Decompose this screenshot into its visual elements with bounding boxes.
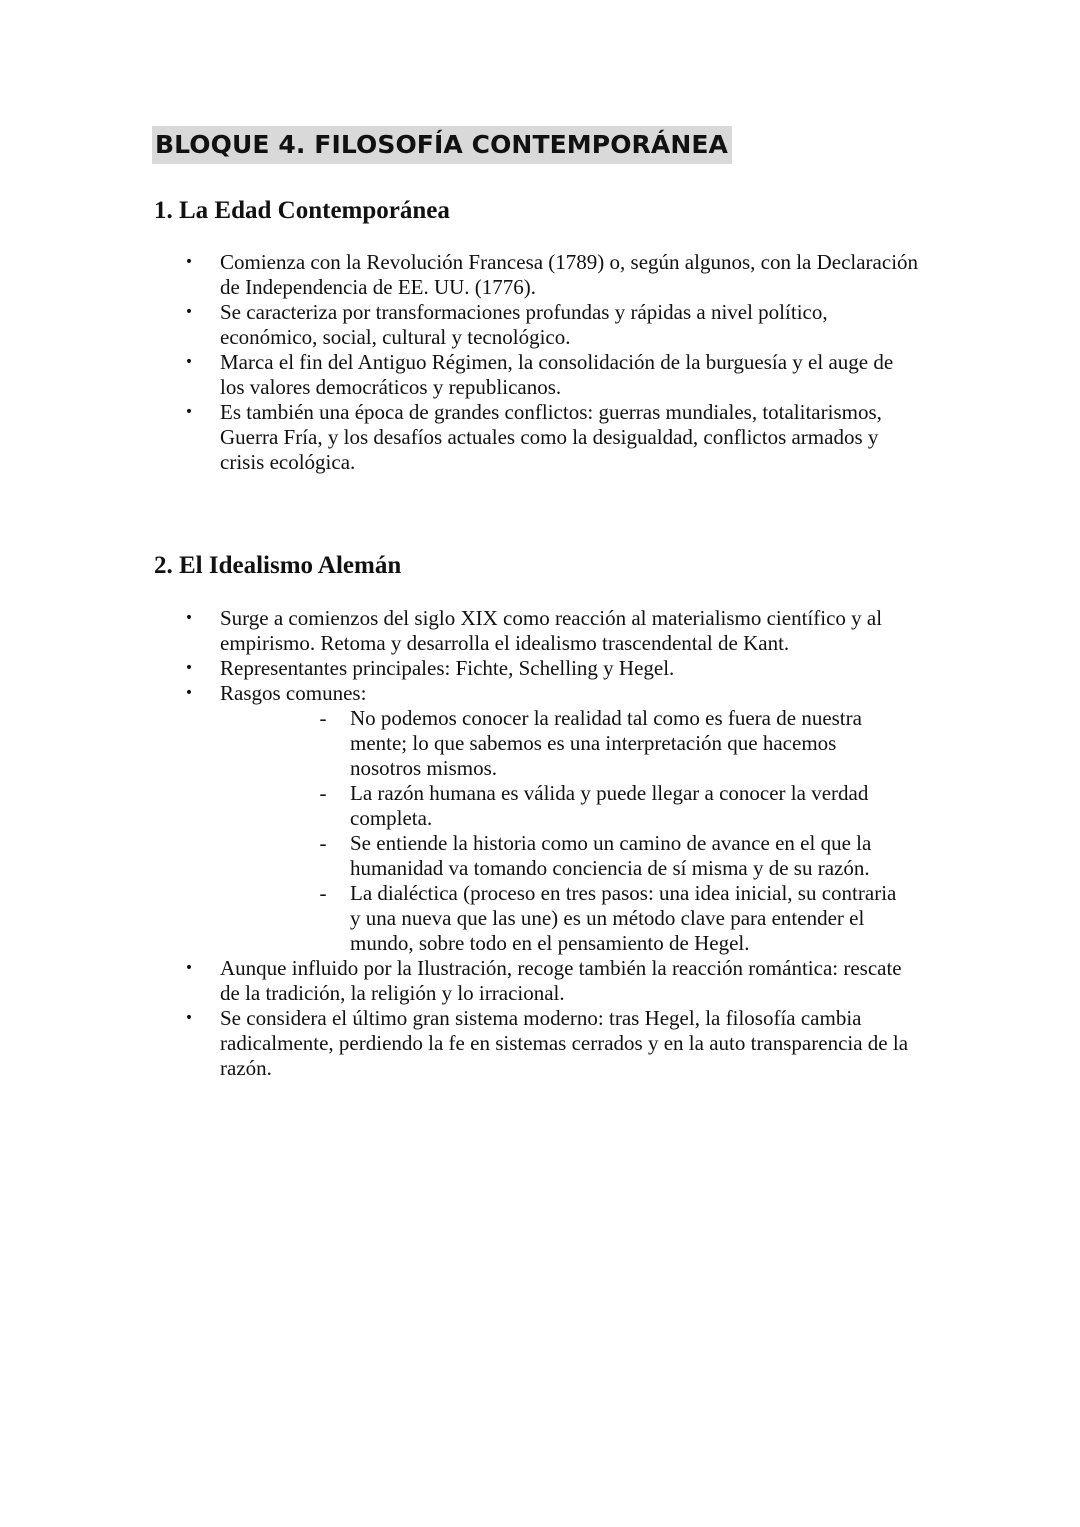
list-item-text: Surge a comienzos del siglo XIX como reacción al materialismo científico y al empirismo. Retoma y desarrolla el idealismo trascendental de Kant. xyxy=(220,606,883,655)
list-item xyxy=(0,350,920,400)
sublist-item-text: La dialéctica (proceso en tres pasos: una idea inicial, su contraria y una nueva que las une) es un método clave para entender el mundo, sobre todo en el pensamiento de Hegel. xyxy=(350,881,897,955)
list-item-text: Rasgos comunes: xyxy=(220,681,367,705)
bullet-list-idealismo-aleman xyxy=(0,606,1080,1081)
sublist-item xyxy=(319,706,910,781)
list-item xyxy=(0,400,920,475)
list-item xyxy=(0,606,920,656)
list-item-text: Comienza con la Revolución Francesa (1789) o, según algunos, con la Declaración de Independencia de EE. UU. (1776). xyxy=(220,250,919,299)
list-item xyxy=(0,681,920,956)
section-heading-edad-contemporanea: 1. La Edad Contemporánea xyxy=(154,197,450,224)
section-heading-idealismo-aleman: 2. El Idealismo Alemán xyxy=(154,552,402,579)
list-item-text: Se considera el último gran sistema moderno: tras Hegel, la filosofía cambia radicalmente, perdiendo la fe en sistemas cerrados y en la auto transparencia de la razón. xyxy=(220,1006,909,1080)
list-item-text: Representantes principales: Fichte, Schelling y Hegel. xyxy=(220,656,675,680)
list-item-text: Aunque influido por la Ilustración, recoge también la reacción romántica: rescate de la tradición, la religión y lo irracional. xyxy=(220,956,902,1005)
sublist-item-text: Se entiende la historia como un camino de avance en el que la humanidad va tomando conciencia de sí misma y de su razón. xyxy=(350,831,872,880)
list-item xyxy=(0,1006,920,1081)
dash-icon: - xyxy=(319,706,327,730)
dash-icon: - xyxy=(319,781,327,805)
bullet-icon: • xyxy=(184,304,194,320)
list-item xyxy=(0,956,920,1006)
dash-icon: - xyxy=(319,881,327,905)
sublist-item xyxy=(319,831,910,881)
sublist-item-text: No podemos conocer la realidad tal como es fuera de nuestra mente; lo que sabemos es una interpretación que hacemos nosotros mismos. xyxy=(350,706,862,780)
bullet-icon: • xyxy=(184,404,194,420)
sublist-item xyxy=(319,781,910,831)
bullet-icon: • xyxy=(184,660,194,676)
bullet-icon: • xyxy=(184,960,194,976)
bullet-icon: • xyxy=(184,354,194,370)
sublist-item-text: La razón humana es válida y puede llegar a conocer la verdad completa. xyxy=(350,781,869,830)
list-item-text: Es también una época de grandes conflictos: guerras mundiales, totalitarismos, Guerra Fría, y los desafíos actuales como la desigualdad, conflictos armados y crisis ecológica. xyxy=(220,400,882,474)
dash-icon: - xyxy=(319,831,327,855)
list-item xyxy=(0,656,920,681)
list-item-text: Se caracteriza por transformaciones profundas y rápidas a nivel político, económico, social, cultural y tecnológico. xyxy=(220,300,828,349)
bullet-icon: • xyxy=(184,685,194,701)
bullet-list-edad-contemporanea xyxy=(0,250,1080,475)
list-item xyxy=(0,250,920,300)
sublist-item xyxy=(319,881,910,956)
block-title: BLOQUE 4. FILOSOFÍA CONTEMPORÁNEA xyxy=(152,126,732,164)
bullet-icon: • xyxy=(184,254,194,270)
sublist-rasgos-comunes xyxy=(220,706,920,956)
bullet-icon: • xyxy=(184,610,194,626)
bullet-icon: • xyxy=(184,1010,194,1026)
list-item xyxy=(0,300,920,350)
list-item-text: Marca el fin del Antiguo Régimen, la consolidación de la burguesía y el auge de los valores democráticos y republicanos. xyxy=(220,350,894,399)
